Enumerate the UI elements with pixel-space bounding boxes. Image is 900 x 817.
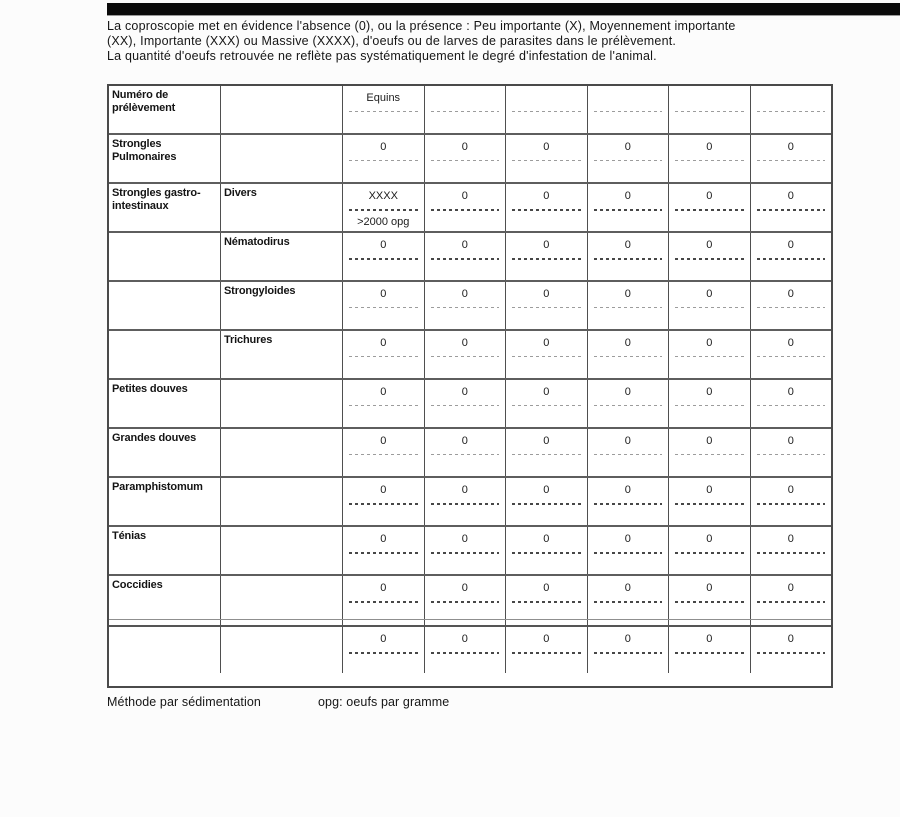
dashed-answer-line: [512, 160, 581, 161]
row-label: [109, 233, 220, 280]
cell-value: 0: [461, 190, 468, 202]
opg-legend: opg: oeufs par gramme: [318, 695, 450, 709]
table-bottom-spacer: [109, 673, 831, 686]
cell-value: 0: [543, 337, 550, 349]
dashed-answer-line: [349, 601, 418, 603]
table-row: [109, 574, 831, 619]
cell-value: [751, 91, 832, 106]
dashed-answer-line: [594, 503, 663, 505]
dashed-answer-line: [512, 405, 581, 406]
dashed-answer-line: [594, 209, 663, 211]
row-sublabel: [220, 429, 342, 476]
data-cell: [750, 331, 832, 378]
data-cell: [668, 331, 750, 378]
row-label: Petites douves: [112, 383, 188, 395]
data-cell: [505, 576, 587, 619]
intro-line: (XX), Importante (XXX) ou Massive (XXXX), d'oeufs ou de larves de parasites dans le prélèvement.: [107, 34, 677, 48]
dashed-answer-line: [512, 652, 581, 654]
dashed-answer-line: [675, 552, 744, 554]
dashed-answer-line: [594, 405, 663, 406]
dashed-answer-line: [512, 209, 581, 211]
dashed-answer-line: [431, 356, 500, 357]
cell-value: 0: [543, 190, 550, 202]
dashed-answer-line: [349, 454, 418, 455]
data-cell: [342, 233, 424, 280]
table-row: [109, 427, 831, 476]
data-cell: [587, 184, 669, 231]
cell-value: 0: [787, 239, 794, 251]
data-cell: [668, 576, 750, 619]
dashed-answer-line: [675, 356, 744, 357]
cell-value: 0: [461, 386, 468, 398]
table-row: [109, 280, 831, 329]
data-cell: [587, 331, 669, 378]
dashed-answer-line: [594, 160, 663, 161]
table-row: [109, 133, 831, 182]
cell-value: 0: [380, 435, 387, 447]
cell-value: 0: [624, 288, 631, 300]
table-row: [109, 525, 831, 574]
cell-value: [425, 91, 506, 106]
row-label: Coccidies: [112, 579, 163, 591]
dashed-answer-line: [349, 209, 418, 211]
dashed-answer-line: [675, 405, 744, 406]
dashed-answer-line: [757, 652, 826, 654]
cell-value: 0: [706, 633, 713, 645]
intro-line: La quantité d'oeufs retrouvée ne reflète pas systématiquement le degré d'infestation de l'animal.: [107, 49, 657, 63]
cell-value: 0: [461, 288, 468, 300]
dashed-answer-line: [594, 652, 663, 654]
cell-value: 0: [380, 633, 387, 645]
row-label: Grandes douves: [112, 432, 197, 444]
cell-value: 0: [706, 582, 713, 594]
intro-text: [107, 19, 867, 64]
data-cell: [424, 233, 506, 280]
table-row: [109, 378, 831, 427]
dashed-answer-line: [675, 652, 744, 654]
cell-value: XXXX: [368, 190, 398, 202]
row-sublabel: [220, 576, 342, 619]
dashed-answer-line: [757, 307, 826, 308]
results-table-body: [109, 86, 831, 686]
data-cell: [668, 478, 750, 525]
row-sublabel: [220, 527, 342, 574]
cell-value: 0: [787, 190, 794, 202]
dashed-answer-line: [675, 258, 744, 260]
dashed-answer-line: [757, 209, 826, 211]
data-cell: [342, 86, 424, 133]
cell-value: 0: [787, 533, 794, 545]
dashed-answer-line: [512, 258, 581, 260]
dashed-answer-line: [431, 652, 500, 654]
table-row: [109, 231, 831, 280]
data-cell: [424, 331, 506, 378]
data-cell: [668, 184, 750, 231]
dashed-answer-line: [349, 652, 418, 654]
cell-value: 0: [787, 582, 794, 594]
row-sublabel: [220, 627, 342, 673]
data-cell: [750, 429, 832, 476]
data-cell: [424, 627, 506, 673]
data-cell: [505, 478, 587, 525]
data-cell: [505, 627, 587, 673]
cell-value: 0: [380, 484, 387, 496]
table-row: [109, 329, 831, 378]
cell-value: 0: [461, 533, 468, 545]
data-cell: [587, 233, 669, 280]
data-cell: [505, 282, 587, 329]
data-cell: [342, 429, 424, 476]
cell-value: 0: [461, 582, 468, 594]
row-label: [109, 627, 220, 673]
cell-value: 0: [543, 633, 550, 645]
dashed-answer-line: [349, 405, 418, 406]
data-cell: [587, 429, 669, 476]
cell-value: 0: [380, 141, 387, 153]
data-cell: [342, 135, 424, 182]
data-cell: [668, 627, 750, 673]
cell-value: 0: [380, 288, 387, 300]
cell-value: 0: [380, 337, 387, 349]
data-cell: [750, 627, 832, 673]
gap-cell: [505, 620, 587, 625]
dashed-answer-line: [675, 503, 744, 505]
cell-value: 0: [543, 141, 550, 153]
cell-value: 0: [543, 386, 550, 398]
results-table: [107, 84, 833, 688]
table-row: [109, 86, 831, 133]
data-cell: [668, 135, 750, 182]
data-cell: [505, 233, 587, 280]
data-cell: [505, 135, 587, 182]
dashed-answer-line: [431, 258, 500, 260]
dashed-answer-line: [594, 552, 663, 554]
data-cell: [668, 282, 750, 329]
data-cell: [424, 86, 506, 133]
dashed-answer-line: [675, 601, 744, 603]
data-cell: [668, 86, 750, 133]
gap-cell: [220, 620, 342, 625]
gap-cell: [587, 620, 669, 625]
dashed-answer-line: [431, 209, 500, 211]
data-cell: [750, 527, 832, 574]
row-label: Strongles gastro-intestinaux: [112, 187, 201, 213]
row-sublabel: [220, 135, 342, 182]
dashed-answer-line: [349, 307, 418, 308]
dashed-answer-line: [675, 454, 744, 455]
table-row: [109, 476, 831, 525]
dashed-answer-line: [349, 503, 418, 505]
data-cell: [750, 576, 832, 619]
data-cell: [342, 184, 424, 231]
dashed-answer-line: [431, 111, 500, 112]
dashed-answer-line: [675, 209, 744, 211]
row-label: Numéro de prélèvement: [112, 89, 176, 115]
gap-cell: [668, 620, 750, 625]
cell-value: 0: [706, 533, 713, 545]
data-cell: [750, 86, 832, 133]
cell-value: 0: [787, 288, 794, 300]
dashed-answer-line: [675, 160, 744, 161]
data-cell: [587, 527, 669, 574]
cell-value: 0: [380, 582, 387, 594]
data-cell: [587, 576, 669, 619]
cell-value: 0: [461, 141, 468, 153]
dashed-answer-line: [757, 454, 826, 455]
cell-value: [588, 91, 669, 106]
data-cell: [505, 429, 587, 476]
row-sublabel: [220, 86, 342, 133]
dashed-answer-line: [757, 405, 826, 406]
cell-value: 0: [543, 239, 550, 251]
row-sublabel: Strongyloides: [220, 282, 342, 329]
data-cell: [668, 527, 750, 574]
dashed-answer-line: [757, 601, 826, 603]
data-cell: [587, 380, 669, 427]
dashed-answer-line: [594, 111, 663, 112]
cell-value: 0: [787, 337, 794, 349]
data-cell: [750, 282, 832, 329]
data-cell: [668, 380, 750, 427]
cell-value: 0: [380, 239, 387, 251]
cell-value: 0: [706, 337, 713, 349]
data-cell: [587, 282, 669, 329]
cell-value: 0: [543, 582, 550, 594]
row-label: Ténias: [112, 530, 146, 542]
data-cell: [342, 380, 424, 427]
cell-value: 0: [706, 386, 713, 398]
cell-value: 0: [787, 484, 794, 496]
dashed-answer-line: [757, 160, 826, 161]
cell-value: 0: [380, 533, 387, 545]
cell-value: 0: [543, 288, 550, 300]
data-cell: [342, 527, 424, 574]
data-cell: [342, 478, 424, 525]
cell-value: 0: [461, 484, 468, 496]
cell-value: 0: [706, 288, 713, 300]
table-footnote: [107, 695, 607, 709]
cell-value: 0: [461, 633, 468, 645]
data-cell: [505, 331, 587, 378]
data-cell: [750, 478, 832, 525]
data-cell: [424, 478, 506, 525]
cell-subvalue: >2000 opg: [357, 216, 410, 228]
gap-cell: [109, 620, 220, 625]
cell-value: 0: [624, 533, 631, 545]
dashed-answer-line: [757, 258, 826, 260]
cell-value: 0: [624, 633, 631, 645]
data-cell: [587, 86, 669, 133]
cell-value: 0: [706, 239, 713, 251]
data-cell: [342, 331, 424, 378]
dashed-answer-line: [512, 552, 581, 554]
data-cell: [424, 135, 506, 182]
dashed-answer-line: [349, 552, 418, 554]
dashed-answer-line: [512, 503, 581, 505]
cell-value: 0: [624, 582, 631, 594]
dashed-answer-line: [594, 454, 663, 455]
row-label: Paramphistomum: [112, 481, 203, 493]
cell-value: 0: [706, 484, 713, 496]
dashed-answer-line: [757, 552, 826, 554]
dashed-answer-line: [349, 356, 418, 357]
dashed-answer-line: [757, 111, 826, 112]
cell-value: 0: [461, 337, 468, 349]
row-sublabel: [220, 380, 342, 427]
data-cell: [424, 380, 506, 427]
cell-value: 0: [380, 386, 387, 398]
dashed-answer-line: [512, 356, 581, 357]
dashed-answer-line: [594, 258, 663, 260]
dashed-answer-line: [512, 454, 581, 455]
cell-value: 0: [543, 533, 550, 545]
cell-value: 0: [624, 386, 631, 398]
dashed-answer-line: [431, 307, 500, 308]
data-cell: [505, 527, 587, 574]
data-cell: [342, 576, 424, 619]
dashed-answer-line: [431, 160, 500, 161]
table-row: [109, 625, 831, 673]
data-cell: [342, 282, 424, 329]
cell-value: 0: [787, 386, 794, 398]
dashed-answer-line: [512, 601, 581, 603]
cell-value: 0: [787, 435, 794, 447]
data-cell: [668, 233, 750, 280]
cell-value: 0: [787, 141, 794, 153]
row-sublabel: [220, 478, 342, 525]
data-cell: [505, 184, 587, 231]
dashed-answer-line: [431, 503, 500, 505]
table-row: [109, 182, 831, 231]
data-cell: [750, 135, 832, 182]
intro-line: La coproscopie met en évidence l'absence (0), ou la présence : Peu importante (X), Moyennement importante: [107, 19, 736, 33]
row-label: [109, 282, 220, 329]
dashed-answer-line: [594, 601, 663, 603]
cell-value: 0: [624, 141, 631, 153]
dashed-answer-line: [512, 307, 581, 308]
gap-cell: [342, 620, 424, 625]
data-cell: [424, 429, 506, 476]
gap-cell: [424, 620, 506, 625]
dashed-answer-line: [349, 258, 418, 260]
dashed-answer-line: [594, 356, 663, 357]
cell-value: 0: [461, 435, 468, 447]
data-cell: [505, 380, 587, 427]
cell-value: 0: [461, 239, 468, 251]
dashed-answer-line: [349, 111, 418, 112]
dashed-answer-line: [431, 552, 500, 554]
cell-value: 0: [706, 190, 713, 202]
cell-value: 0: [624, 435, 631, 447]
data-cell: [505, 86, 587, 133]
cell-value: 0: [624, 190, 631, 202]
data-cell: [424, 576, 506, 619]
data-cell: [587, 478, 669, 525]
table-gap-row: [109, 619, 831, 625]
data-cell: [750, 184, 832, 231]
dashed-answer-line: [512, 111, 581, 112]
data-cell: [750, 233, 832, 280]
gap-cell: [750, 620, 832, 625]
dashed-answer-line: [675, 111, 744, 112]
row-label: [109, 331, 220, 378]
data-cell: [668, 429, 750, 476]
cell-value: 0: [543, 435, 550, 447]
data-cell: [424, 184, 506, 231]
data-cell: [424, 527, 506, 574]
data-cell: [750, 380, 832, 427]
data-cell: [587, 627, 669, 673]
cell-value: 0: [706, 141, 713, 153]
data-cell: [587, 135, 669, 182]
dashed-answer-line: [349, 160, 418, 161]
cell-value: Equins: [366, 92, 401, 104]
dashed-answer-line: [594, 307, 663, 308]
data-cell: [424, 282, 506, 329]
method-note: Méthode par sédimentation: [107, 695, 261, 709]
dashed-answer-line: [757, 356, 826, 357]
dashed-answer-line: [757, 503, 826, 505]
redaction-bar: [107, 3, 900, 16]
row-sublabel: Trichures: [220, 331, 342, 378]
cell-value: 0: [624, 337, 631, 349]
cell-value: [506, 91, 587, 106]
dashed-answer-line: [431, 405, 500, 406]
cell-value: 0: [624, 239, 631, 251]
row-sublabel: Divers: [220, 184, 342, 231]
dashed-answer-line: [431, 601, 500, 603]
cell-value: 0: [787, 633, 794, 645]
data-cell: [342, 627, 424, 673]
cell-value: 0: [706, 435, 713, 447]
dashed-answer-line: [431, 454, 500, 455]
cell-value: 0: [543, 484, 550, 496]
cell-value: [669, 91, 750, 106]
row-label: Strongles Pulmonaires: [112, 138, 177, 164]
row-sublabel: Nématodirus: [220, 233, 342, 280]
cell-value: 0: [624, 484, 631, 496]
dashed-answer-line: [675, 307, 744, 308]
